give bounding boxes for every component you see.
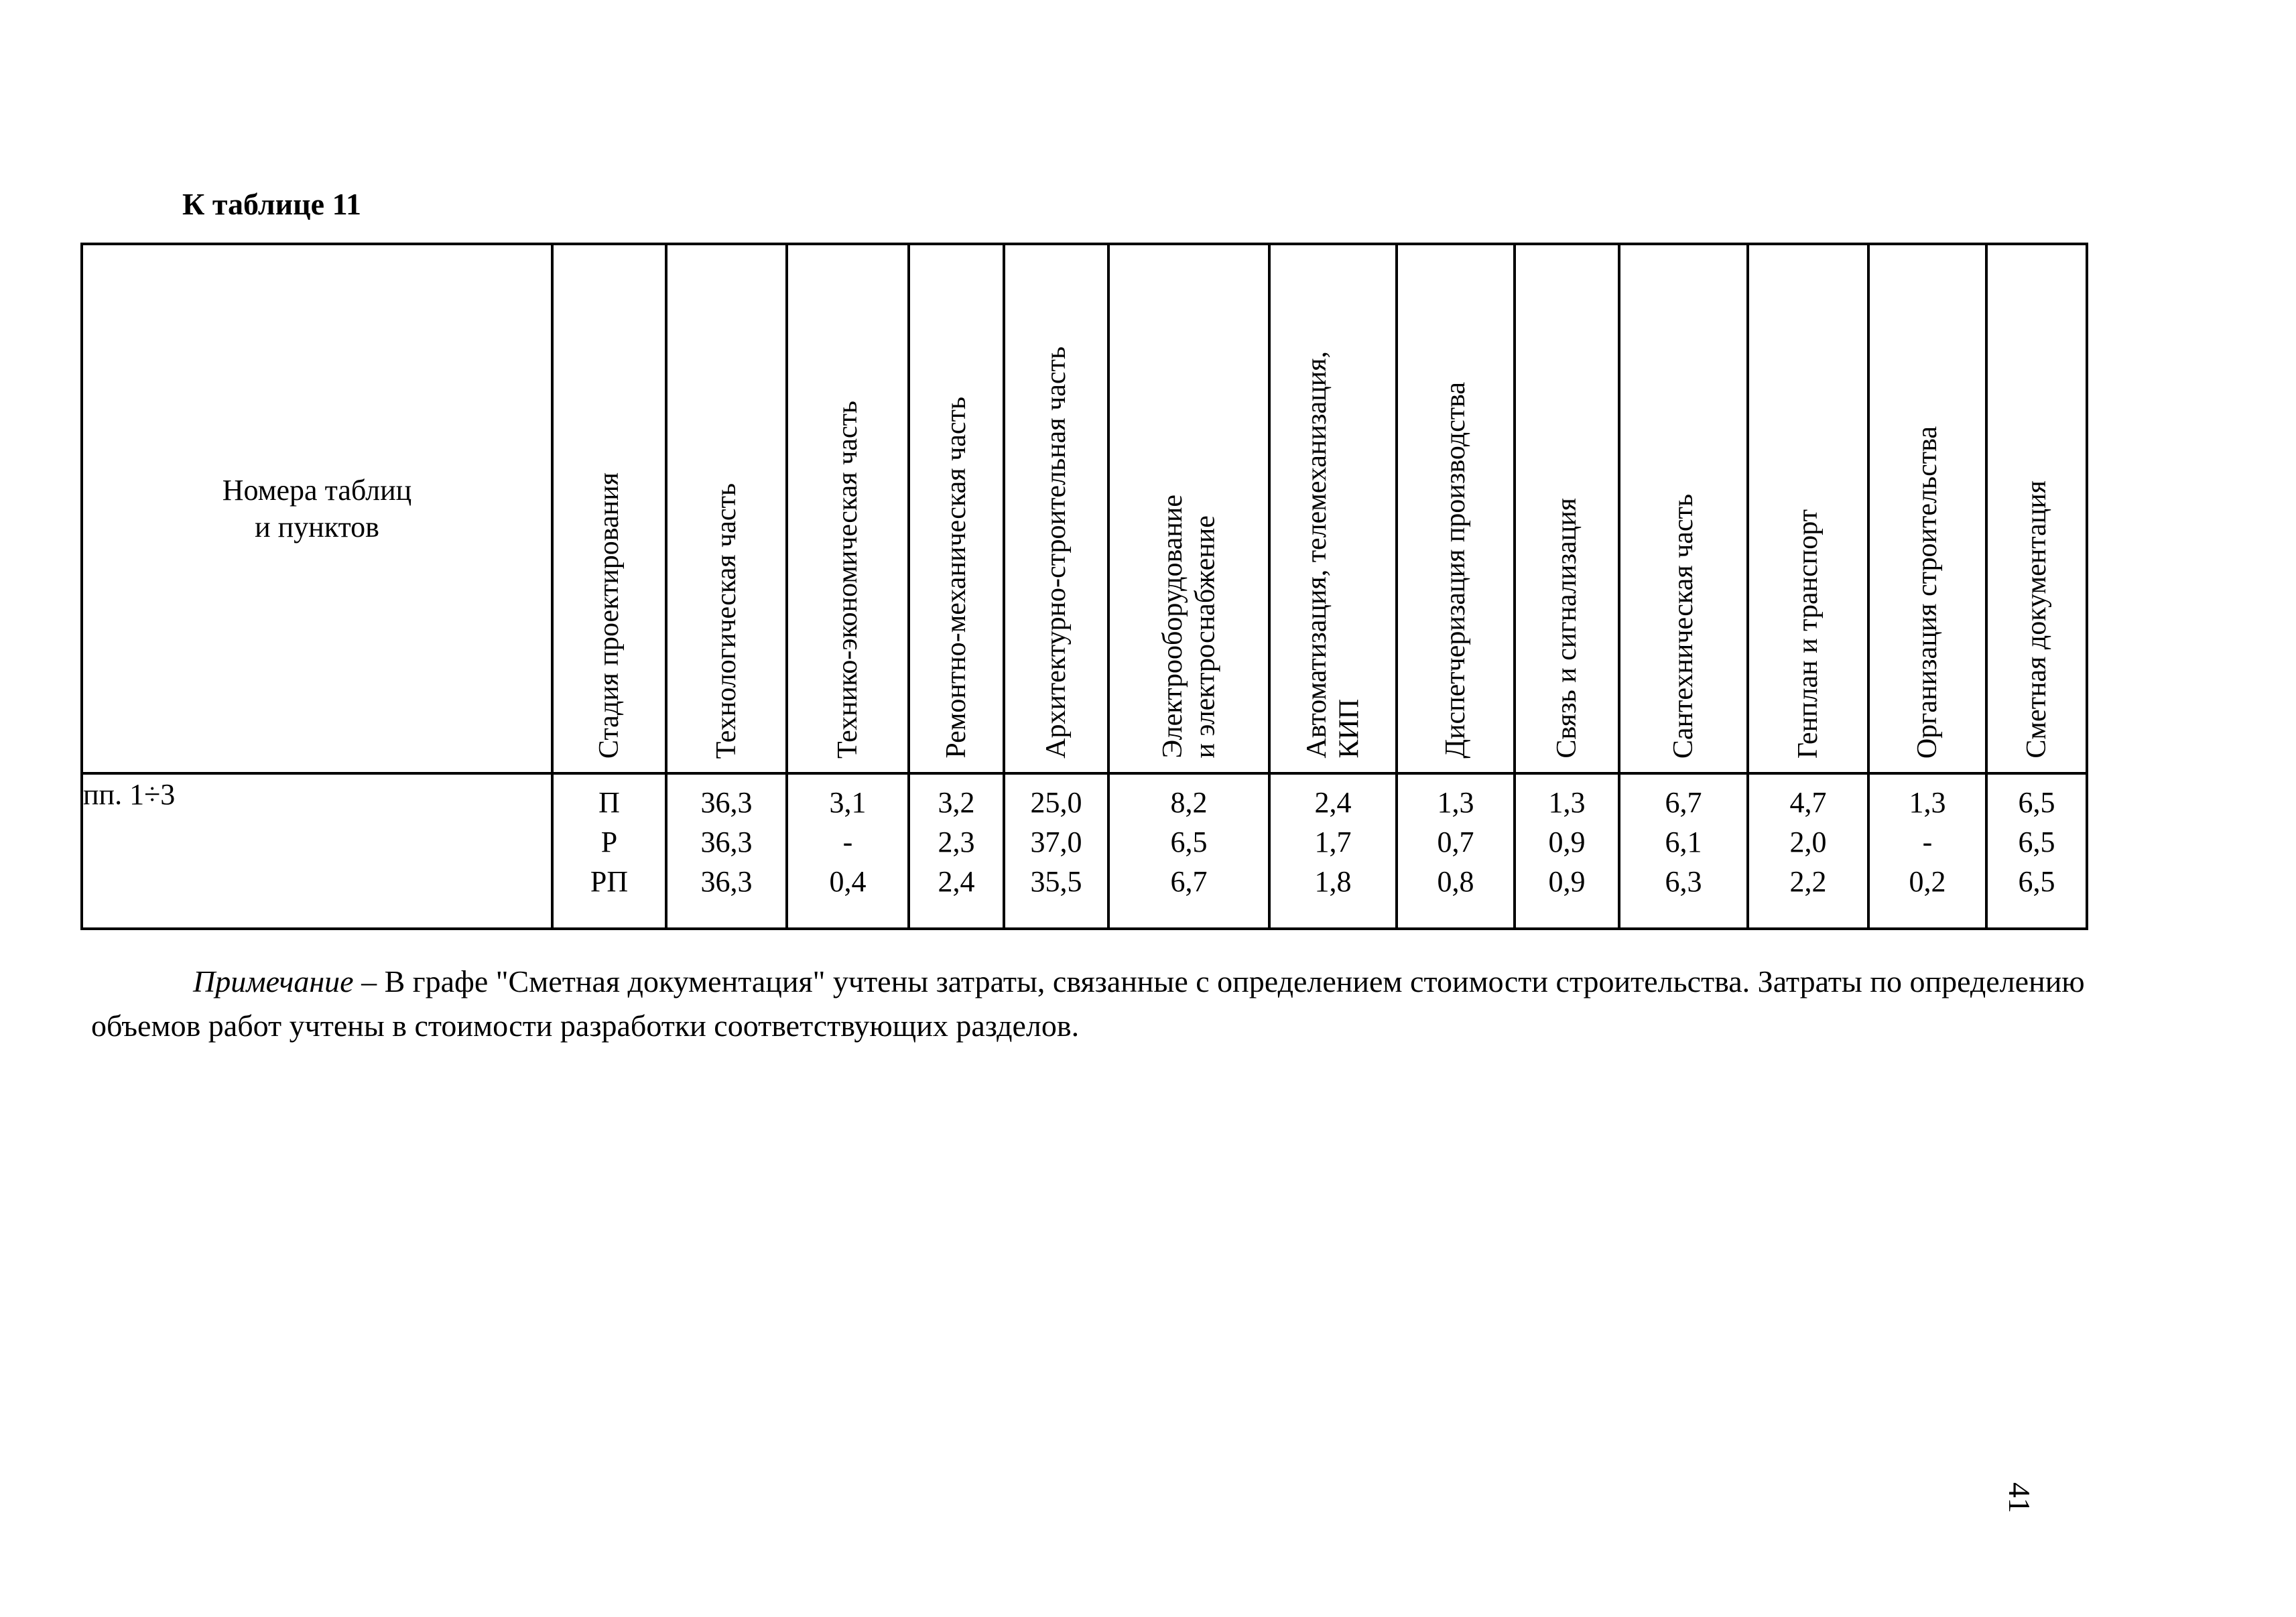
header-estimate-documentation: Сметная документация (1986, 244, 2087, 773)
header-dispatching: Диспетчеризация производства (1397, 244, 1515, 773)
footnote-text: – В графе "Сметная документация" учтены затраты, связанные с определением стоимости строительства. Затраты по определению объемов работ учтены в стоимости разработки соответствующих разделов. (91, 964, 2085, 1043)
cell-communication: 1,3 0,9 0,9 (1515, 773, 1619, 929)
page-number: 41 (2002, 1482, 2037, 1513)
header-technological: Технологическая часть (666, 244, 787, 773)
header-technical-economic: Технико-экономическая часть (787, 244, 909, 773)
header-design-stage: Стадия проектирования (552, 244, 666, 773)
cell-electrical: 8,2 6,5 6,7 (1108, 773, 1269, 929)
cell-technical-economic: 3,1 - 0,4 (787, 773, 909, 929)
cell-architectural: 25,0 37,0 35,5 (1004, 773, 1108, 929)
cell-automation: 2,4 1,7 1,8 (1269, 773, 1397, 929)
cell-sanitary: 6,7 6,1 6,3 (1619, 773, 1748, 929)
cell-construction-organization: 1,3 - 0,2 (1868, 773, 1986, 929)
footnote-lead: Примечание (193, 964, 354, 998)
table-row (82, 773, 2087, 929)
cell-estimate-documentation: 6,5 6,5 6,5 (1986, 773, 2087, 929)
section-heading: К таблице 11 (182, 187, 362, 221)
footnote (91, 960, 2088, 1048)
header-construction-organization: Организация строительства (1868, 244, 1986, 773)
header-repair-mechanical: Ремонтно-механическая часть (909, 244, 1004, 773)
cost-distribution-table (80, 243, 2088, 930)
cell-technological: 36,3 36,3 36,3 (666, 773, 787, 929)
row-label: пп. 1÷3 (82, 773, 552, 929)
header-master-plan: Генплан и транспорт (1748, 244, 1868, 773)
cell-design-stage: П Р РП (552, 773, 666, 929)
cell-master-plan: 4,7 2,0 2,2 (1748, 773, 1868, 929)
header-table-numbers: Номера таблиц и пунктов (82, 244, 552, 773)
header-automation: Автоматизация, телемеханизация, КИП (1269, 244, 1397, 773)
header-architectural: Архитектурно-строительная часть (1004, 244, 1108, 773)
header-electrical: Электрооборудование и электроснабжение (1108, 244, 1269, 773)
cell-repair-mechanical: 3,2 2,3 2,4 (909, 773, 1004, 929)
header-communication: Связь и сигнализация (1515, 244, 1619, 773)
table-header-row (82, 244, 2087, 773)
header-sanitary: Сантехническая часть (1619, 244, 1748, 773)
cell-dispatching: 1,3 0,7 0,8 (1397, 773, 1515, 929)
